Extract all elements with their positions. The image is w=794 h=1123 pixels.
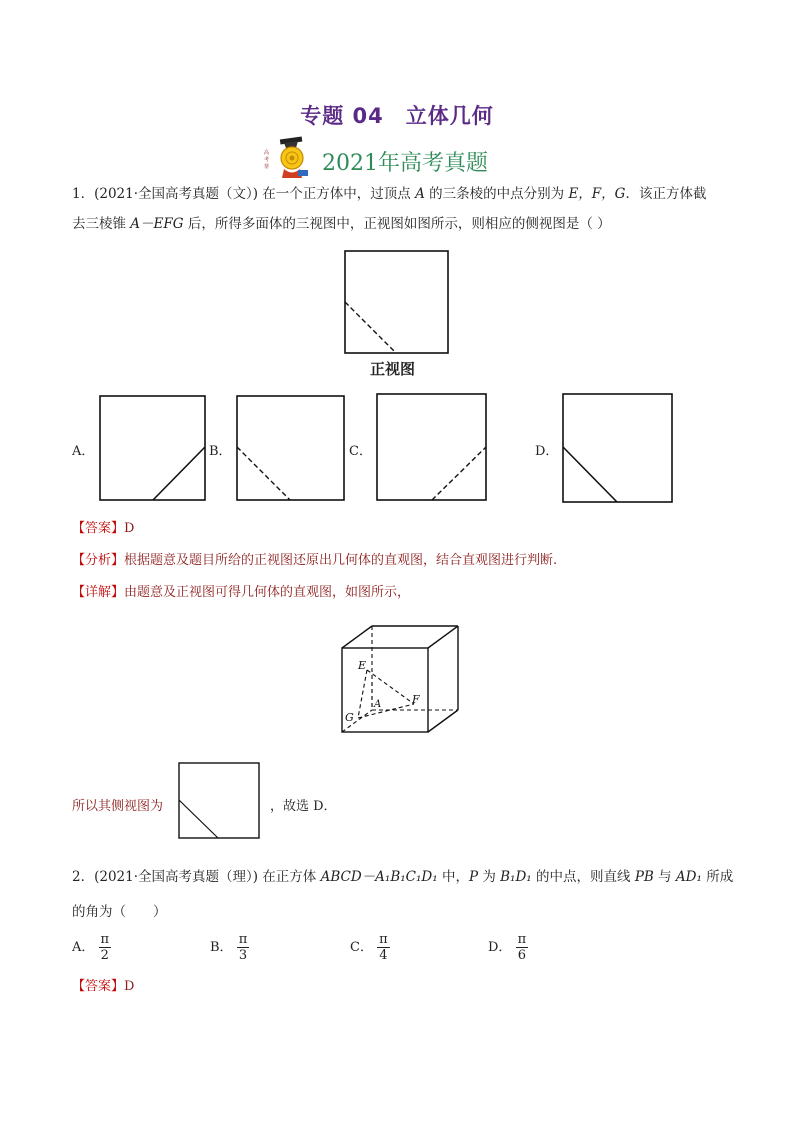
option-b-label: B． xyxy=(209,444,232,459)
q2-option-c[interactable]: C． $\frac{\pi}{4}$ xyxy=(350,932,388,963)
option-c-label: C． xyxy=(349,444,372,459)
q1-answer: 【答案】D xyxy=(72,521,135,536)
q1-line2: 去三棱锥 A－EFG 后，所得多面体的三视图中，正视图如图所示，则相应的侧视图是（ ） xyxy=(72,216,611,232)
option-d-label: D． xyxy=(535,444,559,459)
q1-analysis: 【分析】根据题意及题目所给的正视图还原出几何体的直观图，结合直观图进行判断. xyxy=(72,553,558,568)
cube-label-e: E xyxy=(358,659,367,672)
q1-conclusion-b: ，故选 D． xyxy=(270,799,337,814)
svg-text:高: 高 xyxy=(264,150,270,156)
svg-text:考: 考 xyxy=(264,157,270,163)
q2-option-b-fraction: $\frac{\pi}{3}$ xyxy=(238,932,248,963)
q1-line1: 1．(2021·全国高考真题（文）) 在一个正方体中，过顶点 A 的三条棱的中点分别为 E，F，G．该正方体截 xyxy=(72,186,707,202)
page-subtitle: 2021年高考真题 xyxy=(322,151,488,176)
q2-answer: 【答案】D xyxy=(72,979,135,994)
q2-line2: 的角为（ ） xyxy=(72,904,167,920)
cube-diagram xyxy=(338,622,462,736)
q2-option-d-fraction: $\frac{\pi}{6}$ xyxy=(517,932,527,963)
mascot-logo-icon xyxy=(262,136,314,182)
q1-conclusion-a: 所以其侧视图为 xyxy=(72,799,164,814)
front-view-figure xyxy=(344,250,450,356)
q2-option-a-fraction: $\frac{\pi}{2}$ xyxy=(100,932,110,963)
svg-text:帮: 帮 xyxy=(264,164,270,170)
cube-label-f: F xyxy=(412,693,420,706)
q2-line1: 2．(2021·全国高考真题（理）) 在正方体 ABCD－A₁B₁C₁D₁ 中，P 为 B₁D₁ 的中点，则直线 PB 与 AD₁ 所成 xyxy=(72,869,734,885)
side-view-answer-figure xyxy=(178,762,262,840)
option-b-figure[interactable] xyxy=(236,395,346,503)
q1-detail: 【详解】由题意及正视图可得几何体的直观图，如图所示， xyxy=(72,585,411,600)
q2-option-b[interactable]: B． $\frac{\pi}{3}$ xyxy=(210,932,248,963)
option-c-figure[interactable] xyxy=(376,393,488,503)
option-a-figure[interactable] xyxy=(99,395,207,503)
q2-option-a[interactable]: A． $\frac{\pi}{2}$ xyxy=(72,932,110,963)
page-title: 专题 04 立体几何 xyxy=(300,104,494,128)
front-view-label: 正视图 xyxy=(370,360,416,378)
option-a-label: A． xyxy=(72,444,95,459)
cube-label-g: G xyxy=(345,711,354,724)
q2-option-d[interactable]: D． $\frac{\pi}{6}$ xyxy=(488,932,527,963)
q2-option-c-fraction: $\frac{\pi}{4}$ xyxy=(379,932,388,963)
cube-label-a: A xyxy=(374,699,382,710)
option-d-figure[interactable] xyxy=(562,393,674,505)
